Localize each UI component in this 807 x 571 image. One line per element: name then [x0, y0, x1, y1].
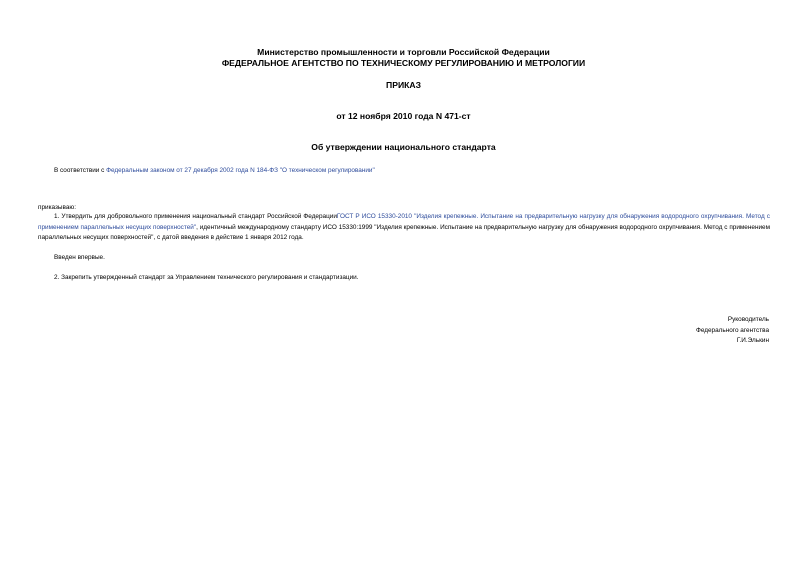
signatory-name: Г.И.Элькин — [736, 337, 769, 344]
decree-word: приказываю: — [38, 204, 76, 211]
federal-law-link[interactable]: Федеральным законом от 27 декабря 2002 года N 184-ФЗ "О техническом регулировании" — [106, 167, 375, 174]
signatory-position: Руководитель — [727, 316, 769, 323]
gost-standard-link[interactable]: ГОСТ Р ИСО 15330-2010 "Изделия крепежные. Испытание на предварительную нагрузку для обнаружения водородного охрупчивания. Метод с применением параллельных несущих поверхностей" — [38, 213, 770, 231]
document-header — [0, 47, 807, 69]
signature-block — [696, 315, 769, 347]
ministry-name: Министерство промышленности и торговли Российской Федерации — [257, 47, 550, 57]
item1-prefix: 1. Утвердить для добровольного применения национальный стандарт Российской Федерации — [54, 213, 337, 220]
order-item-1 — [38, 212, 770, 244]
order-item-2: 2. Закрепить утвержденный стандарт за Управлением технического регулирования и стандартизации. — [54, 274, 359, 281]
item1-suffix: , идентичный международному стандарту ИСО 15330:1999 "Изделия крепежные. Испытание на предварительную нагрузку для обнаружения водородного охрупчивания. Метод с применением параллельных несущих поверхностей", с датой введения в действие 1 января 2012 года. — [38, 223, 770, 241]
agency-name: ФЕДЕРАЛЬНОЕ АГЕНТСТВО ПО ТЕХНИЧЕСКОМУ РЕГУЛИРОВАНИЮ И МЕТРОЛОГИИ — [221, 58, 586, 68]
legal-basis-prefix: В соответствии с — [54, 167, 107, 174]
order-date-number: от 12 ноября 2010 года N 471-ст — [336, 111, 471, 121]
order-subject: Об утверждении национального стандарта — [311, 142, 496, 152]
signatory-organization: Федерального агентства — [695, 326, 769, 334]
intro-note: Введен впервые. — [54, 254, 105, 261]
legal-basis-paragraph — [54, 166, 375, 176]
document-type: ПРИКАЗ — [386, 80, 421, 90]
